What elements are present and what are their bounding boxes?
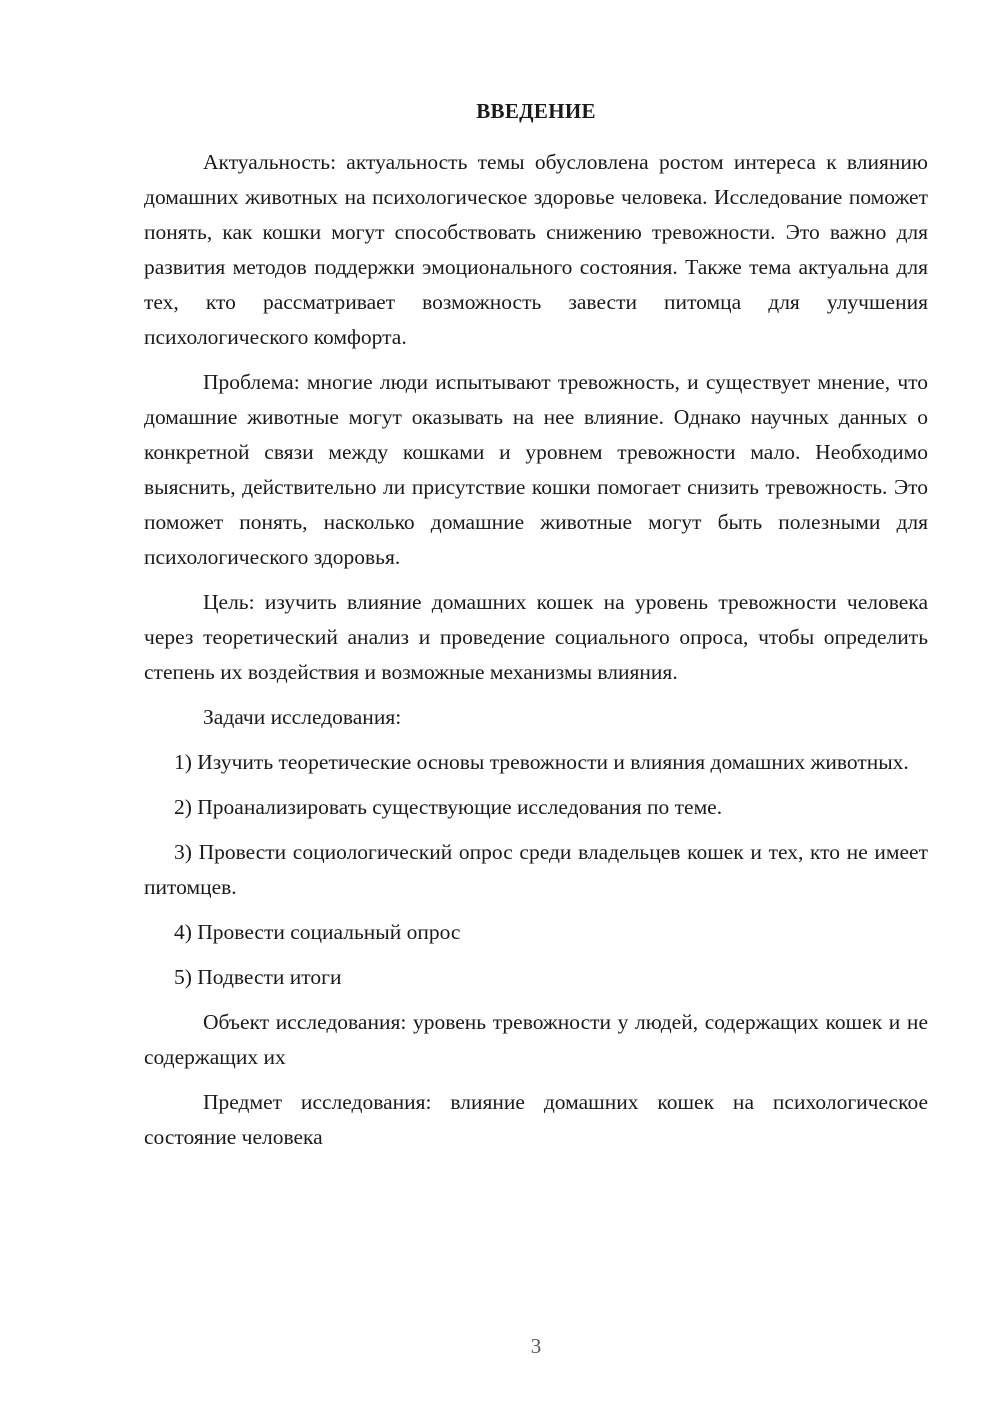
paragraph-subject: Предмет исследования: влияние домашних кошек на психологическое состояние человека xyxy=(144,1090,928,1149)
task-item-1: 1) Изучить теоретические основы тревожности и влияния домашних животных. xyxy=(174,750,909,774)
paragraph-goal: Цель: изучить влияние домашних кошек на уровень тревожности человека через теоретический анализ и проведение социального опроса, чтобы определить степень их воздействия и возможные механизмы влияния. xyxy=(144,590,928,684)
paragraph-object: Объект исследования: уровень тревожности у людей, содержащих кошек и не содержащих их xyxy=(144,1010,928,1069)
page-title: ВВЕДЕНИЕ xyxy=(476,99,596,123)
paragraph-tasks-heading: Задачи исследования: xyxy=(203,705,402,729)
page-number: 3 xyxy=(530,1334,542,1358)
paragraph-problem: Проблема: многие люди испытывают тревожность, и существует мнение, что домашние животные могут оказывать на нее влияние. Однако научных данных о конкретной связи между кошками и уровнем тревожности мало. Необходимо выяснить, действительно ли присутствие кошки помогает снизить тревожность. Это поможет понять, насколько домашние животные могут быть полезными для психологического здоровья. xyxy=(144,370,928,569)
task-item-5: 5) Подвести итоги xyxy=(174,965,342,989)
document-page xyxy=(144,95,928,1155)
task-item-4: 4) Провести социальный опрос xyxy=(174,920,461,944)
task-item-3: 3) Провести социологический опрос среди владельцев кошек и тех, кто не имеет питомцев. xyxy=(144,840,928,899)
task-item-2: 2) Проанализировать существующие исследования по теме. xyxy=(174,795,723,819)
paragraph-relevance: Актуальность: актуальность темы обусловлена ростом интереса к влиянию домашних животных на психологическое здоровье человека. Исследование поможет понять, как кошки могут способствовать снижению тревожности. Это важно для развития методов поддержки эмоционального состояния. Также тема актуальна для тех, кто рассматривает возможность завести питомца для улучшения психологического комфорта. xyxy=(144,150,928,349)
